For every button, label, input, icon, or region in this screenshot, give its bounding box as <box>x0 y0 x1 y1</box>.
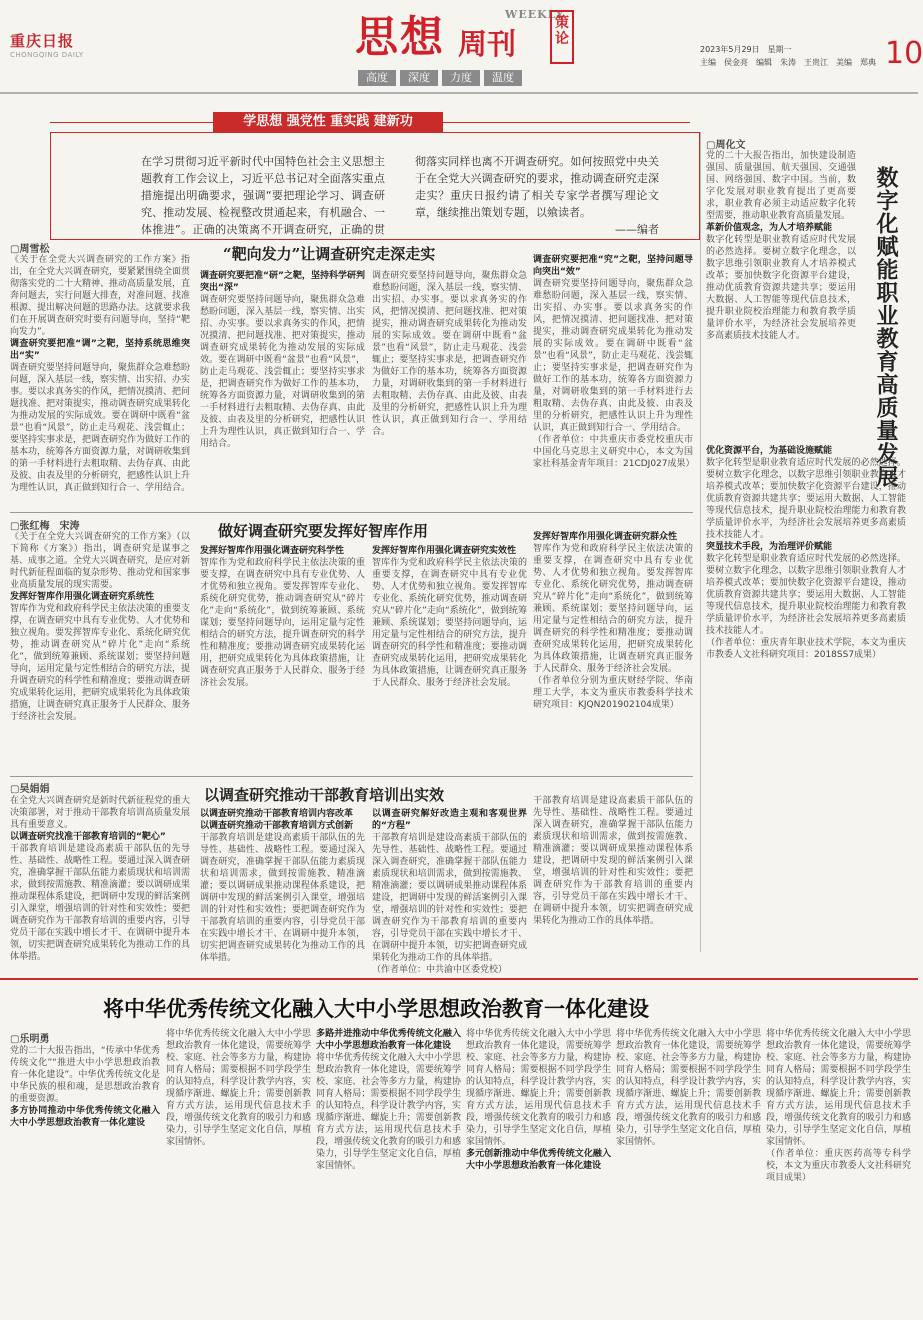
byline-3: ▢吴娟娟 <box>10 784 50 795</box>
side-article-col-1: 党的二十大报告指出，加快建设制造强国、质量强国、航天强国、交通强国、网络强国、数字中国。当前，数字化发展对职业教育提出了更高要求，职业教育必须主动适应数字化转型需要，推动职业教育高质量发展。 革新价值观念，为人才培养赋能 数字化转型是职业教育适应时代发展的必然选择。要树立数字化理念，以数字思维引领职业教育人才培养模式改革；要加快数字化资源平台建设，推动优质教育资源共建共享；要运用大数据、人工智能等现代信息技术，提升职业院校治理能力和教育教学质量评价水平，为经济社会发展培养更多高素质技术技能人才。 <box>706 151 856 341</box>
editor-note-sign: ——编者 <box>615 223 659 236</box>
section-divider <box>10 776 693 777</box>
staff-list: 主编 侯金亮 编辑 朱涛 王贵江 美编 郑典 <box>700 58 876 67</box>
side-article-title: 数字化赋能职业教育高质量发展 <box>873 166 899 488</box>
slogan-banner: 学思想 强党性 重实践 建新功 <box>213 112 443 132</box>
article-2-col-3: 发挥好智库作用强化调查研究实效性 智库作为党和政府科学民主依法决策的重要支撑，在调查研究中具有专业优势、人才优势和独立视角。要发挥智库专业化、系统化研究优势，推动调查研究从“碎片化”走向“系统化”，做到统筹兼顾、系统谋划；要坚持问题导向，运用定量与定性相结合的研究方法，提升调查研究的科学性和精准度；要推动调查研究成果转化运用，把研究成果转化为具体政策措施，让调查研究真正服务于人民群众、服务于经济社会发展。 <box>372 546 527 688</box>
page-number: 10 <box>885 36 923 71</box>
byline-1: ▢周雪松 <box>10 244 50 255</box>
paper-name: 重庆日报 <box>10 32 75 50</box>
article-3-col-1: 在全党大兴调查研究是新时代新征程党的重大决策部署，对于推动干部教育培训高质量发展具有重要意义。 以调查研究找准干部教育培训的“靶心” 干部教育培训是建设高素质干部队伍的先导性、基础性、战略性工程。要通过深入调查研究，准确掌握干部队伍能力素质现状和培训需求，做到按需施教、精准滴灌；要以调研成果推动课程体系建设，把调研中发现的鲜活案例引入课堂，增强培训的针对性和实效性；要把调查研究作为干部教育培训的重要内容，引导党员干部在实践中增长才干、在调研中提升本领，切实把调查研究成果转化为推动工作的具体举措。 <box>10 796 191 962</box>
bottom-article-title: 将中华优秀传统文化融入大中小学思想政治教育一体化建设 <box>103 996 649 1021</box>
article-2-title: 做好调查研究要发挥好智库作用 <box>218 522 429 540</box>
article-3-col-3: 以调查研究解好改造主观和客观世界的“方程” 干部教育培训是建设高素质干部队伍的先导性、基础性、战略性工程。要通过深入调查研究，准确掌握干部队伍能力素质现状和培训需求，做到按需施教、精准滴灌；要以调研成果推动课程体系建设，把调研中发现的鲜活案例引入课堂，增强培训的针对性和实效性；要把调查研究作为干部教育培训的重要内容，引导党员干部在实践中增长才干、在调研中提升本领，切实把调查研究成果转化为推动工作的具体举措。 （作者单位：中共渝中区委党校） <box>372 809 527 975</box>
section-divider <box>0 978 918 980</box>
article-2-col-4: 发挥好智库作用强化调查研究群众性 智库作为党和政府科学民主依法决策的重要支撑，在调查研究中具有专业优势、人才优势和独立视角。要发挥智库专业化、系统化研究优势，推动调查研究从“碎片化”走向“系统化”，做到统筹兼顾、系统谋划；要坚持问题导向，运用定量与定性相结合的研究方法，提升调查研究的科学性和精准度；要推动调查研究成果转化运用，把研究成果转化为具体政策措施，让调查研究真正服务于人民群众、服务于经济社会发展。 （作者单位分别为重庆财经学院、华南理工大学，本文为重庆市教委科学技术研究项目：KJQN201902104成果） <box>533 532 693 710</box>
tag-item: 高度 <box>358 70 396 86</box>
article-3-title: 以调查研究推动干部教育培训出实效 <box>204 786 445 804</box>
article-3-col-2: 以调查研究推动干部教育培训内容改革 以调查研究推动干部教育培训方式创新 干部教育培训是建设高素质干部队伍的先导性、基础性、战略性工程。要通过深入调查研究，准确掌握干部队伍能力素质现状和培训需求，做到按需施教、精准滴灌；要以调研成果推动课程体系建设，把调研中发现的鲜活案例引入课堂，增强培训的针对性和实效性；要把调查研究作为干部教育培训的重要内容，引导党员干部在实践中增长才干、在调研中提升本领，切实把调查研究成果转化为推动工作的具体举措。 <box>200 809 365 963</box>
byline-2: ▢张红梅 宋涛 <box>10 521 80 532</box>
masthead-subtitle: 周刊 <box>458 27 517 61</box>
byline-bottom: ▢乐明勇 <box>10 1034 50 1045</box>
issue-date: 2023年5月29日 星期一 <box>700 45 792 54</box>
masthead-tags <box>358 70 522 86</box>
tag-item: 深度 <box>400 70 438 86</box>
bottom-article-col-6: 将中华优秀传统文化融入大中小学思想政治教育一体化建设，需要统筹学校、家庭、社会等多方力量，构建协同育人格局；需要根据不同学段学生的认知特点，科学设计教学内容，实现循序渐进、螺旋上升；需要创新教育方式方法，运用现代信息技术手段，增强传统文化教育的吸引力和感染力，引导学生坚定文化自信，厚植家国情怀。 （作者单位：重庆医药高等专科学校，本文为重庆市教委人文社科研究项目成果） <box>766 1029 911 1183</box>
bottom-article-col-2: 将中华优秀传统文化融入大中小学思想政治教育一体化建设，需要统筹学校、家庭、社会等多方力量，构建协同育人格局；需要根据不同学段学生的认知特点，科学设计教学内容，实现循序渐进、螺旋上升；需要创新教育方式方法，运用现代信息技术手段，增强传统文化教育的吸引力和感染力，引导学生坚定文化自信，厚植家国情怀。 <box>166 1029 311 1147</box>
paper-subname: CHONGQING DAILY <box>10 51 84 59</box>
column-seal: 策论 <box>550 10 574 64</box>
article-1-col-4: 调查研究要把准“究”之靶，坚持问题导向突出“效” 调查研究要坚持问题导向，聚焦群众急难愁盼问题，深入基层一线，察实情、出实招、办实事。要以求真务实的作风，把情况摸清、把问题找准、把对策提实，推动调查研究成果转化为推动发展的实际成效。要在调研中既看“盆景”也看“风景”，防止走马观花、浅尝辄止；要坚持实事求是，把调查研究作为做好工作的基本功，统筹各方面资源力量，对调研收集到的第一手材料进行去粗取精、去伪存真、由此及彼、由表及里的分析研究，把感性认识上升为理性认识，真正做到知行合一、学用结合。 （作者单位：中共重庆市委党校重庆市中国化马克思主义研究中心，本文为国家社科基金青年项目：21CDJ027成果） <box>533 255 695 469</box>
side-article-col-2: 优化资源平台，为基础设施赋能 数字化转型是职业教育适应时代发展的必然选择。要树立数字化理念，以数字思维引领职业教育人才培养模式改革；要加快数字化资源平台建设，推动优质教育资源共建共享；要运用大数据、人工智能等现代信息技术，提升职业院校治理能力和教育教学质量评价水平，为经济社会发展培养更多高素质技术技能人才。 突显技术手段，为治理评价赋能 数字化转型是职业教育适应时代发展的必然选择。要树立数字化理念，以数字思维引领职业教育人才培养模式改革；要加快数字化资源平台建设，推动优质教育资源共建共享；要运用大数据、人工智能等现代信息技术，提升职业院校治理能力和教育教学质量评价水平，为经济社会发展培养更多高素质技术技能人才。 （作者单位：重庆青年职业技术学院，本文为重庆市教委人文社科研究项目：2018SS7成果） <box>706 446 906 660</box>
article-3-col-4: 干部教育培训是建设高素质干部队伍的先导性、基础性、战略性工程。要通过深入调查研究，准确掌握干部队伍能力素质现状和培训需求，做到按需施教、精准滴灌；要以调研成果推动课程体系建设，把调研中发现的鲜活案例引入课堂，增强培训的针对性和实效性；要把调查研究作为干部教育培训的重要内容，引导党员干部在实践中增长才干、在调研中提升本领，切实把调查研究成果转化为推动工作的具体举措。 <box>533 796 693 926</box>
editor-note-text: 在学习贯彻习近平新时代中国特色社会主义思想主题教育工作会议上，习近平总书记对全面落实重点措施提出明确要求，强调“要把理论学习、调查研究、推动发展、检视整改贯通起来，有机融合、一体推进”。正确的决策离不开调查研究，正确的贯彻落实同样也离不开调查研究。如何按照党中央关于在全党大兴调查研究的要求，推动调查研究走深走实？重庆日报约请了相关专家学者撰写理论文章，继续推出策划专题，以飨读者。 <box>141 155 659 236</box>
tag-item: 温度 <box>484 70 522 86</box>
bottom-article-col-5: 将中华优秀传统文化融入大中小学思想政治教育一体化建设，需要统筹学校、家庭、社会等多方力量，构建协同育人格局；需要根据不同学段学生的认知特点，科学设计教学内容，实现循序渐进、螺旋上升；需要创新教育方式方法，运用现代信息技术手段，增强传统文化教育的吸引力和感染力，引导学生坚定文化自信，厚植家国情怀。 <box>616 1029 761 1147</box>
bottom-article-col-3: 多路并进推动中华优秀传统文化融入大中小学思想政治教育一体化建设 将中华优秀传统文化融入大中小学思想政治教育一体化建设，需要统筹学校、家庭、社会等多方力量，构建协同育人格局；需要根据不同学段学生的认知特点，科学设计教学内容，实现循序渐进、螺旋上升；需要创新教育方式方法，运用现代信息技术手段，增强传统文化教育的吸引力和感染力，引导学生坚定文化自信，厚植家国情怀。 <box>316 1029 461 1171</box>
article-1-col-2: 调查研究要把准“研”之靶，坚持科学研判突出“深” 调查研究要坚持问题导向，聚焦群众急难愁盼问题，深入基层一线，察实情、出实招、办实事。要以求真务实的作风，把情况摸清、把问题找准、把对策提实，推动调查研究成果转化为推动发展的实际成效。要在调研中既看“盆景”也看“风景”，防止走马观花、浅尝辄止；要坚持实事求是，把调查研究作为做好工作的基本功，统筹各方面资源力量，对调研收集到的第一手材料进行去粗取精、去伪存真、由此及彼、由表及里的分析研究，把感性认识上升为理性认识，真正做到知行合一、学用结合。 <box>200 271 365 449</box>
masthead-divider <box>0 92 918 94</box>
editor-note-box <box>50 132 700 240</box>
byline-side: ▢周化文 <box>706 140 746 151</box>
bottom-article-col-1: 党的二十大报告指出，“传承中华优秀传统文化”“推进大中小学思想政治教育一体化建设”。中华优秀传统文化是中华民族的根和魂，是思想政治教育的重要资源。 多方协同推动中华优秀传统文化融入大中小学思想政治教育一体化建设 <box>10 1046 160 1128</box>
tag-item: 力度 <box>442 70 480 86</box>
column-divider <box>700 132 701 952</box>
article-2-col-2: 发挥好智库作用强化调查研究科学性 智库作为党和政府科学民主依法决策的重要支撑，在调查研究中具有专业优势、人才优势和独立视角。要发挥智库专业化、系统化研究优势，推动调查研究从“碎片化”走向“系统化”，做到统筹兼顾、系统谋划；要坚持问题导向，运用定量与定性相结合的研究方法，提升调查研究的科学性和精准度；要推动调查研究成果转化运用，把研究成果转化为具体政策措施，让调查研究真正服务于人民群众、服务于经济社会发展。 <box>200 546 365 688</box>
masthead-title: 思想 <box>355 13 445 63</box>
bottom-article-col-4: 将中华优秀传统文化融入大中小学思想政治教育一体化建设，需要统筹学校、家庭、社会等多方力量，构建协同育人格局；需要根据不同学段学生的认知特点，科学设计教学内容，实现循序渐进、螺旋上升；需要创新教育方式方法，运用现代信息技术手段，增强传统文化教育的吸引力和感染力，引导学生坚定文化自信，厚植家国情怀。 多元创新推动中华优秀传统文化融入大中小学思想政治教育一体化建设 <box>466 1029 611 1171</box>
weekly-label: WEEKLY <box>505 8 565 21</box>
article-1-col-3: 调查研究要坚持问题导向，聚焦群众急难愁盼问题，深入基层一线，察实情、出实招、办实事。要以求真务实的作风，把情况摸清、把问题找准、把对策提实，推动调查研究成果转化为推动发展的实际成效。要在调研中既看“盆景”也看“风景”，防止走马观花、浅尝辄止；要坚持实事求是，把调查研究作为做好工作的基本功，统筹各方面资源力量，对调研收集到的第一手材料进行去粗取精、去伪存真、由此及彼、由表及里的分析研究，把感性认识上升为理性认识，真正做到知行合一、学用结合。 <box>372 271 527 437</box>
article-1-col-1: 《关于在全党大兴调查研究的工作方案》指出，在全党大兴调查研究，要紧紧围绕全面贯彻落实党的二十大精神、推动高质量发展，直奔问题去，实行问题大排查，对准问题、找准根源、提出解决问题的思路办法。这就要求我们在开展调查研究时要有问题导向，坚持“靶向发力”。 调查研究要把准“调”之靶，坚持系统思维突出“实” 调查研究要坚持问题导向，聚焦群众急难愁盼问题，深入基层一线，察实情、出实招、办实事。要以求真务实的作风，把情况摸清、把问题找准、把对策提实，推动调查研究成果转化为推动发展的实际成效。要在调研中既看“盆景”也看“风景”，防止走马观花、浅尝辄止；要坚持实事求是，把调查研究作为做好工作的基本功，统筹各方面资源力量，对调研收集到的第一手材料进行去粗取精、去伪存真、由此及彼、由表及里的分析研究，把感性认识上升为理性认识，真正做到知行合一、学用结合。 <box>10 255 191 493</box>
section-divider <box>10 512 693 513</box>
article-2-col-1: 《关于在全党大兴调查研究的工作方案》（以下简称《方案》）指出，调查研究是谋事之基、成事之道。全党大兴调查研究，是应对新时代新征程面临的复杂形势、推动党和国家事业高质量发展的现实需要。 发挥好智库作用强化调查研究系统性 智库作为党和政府科学民主依法决策的重要支撑，在调查研究中具有专业优势、人才优势和独立视角。要发挥智库专业化、系统化研究优势，推动调查研究从“碎片化”走向“系统化”，做到统筹兼顾、系统谋划；要坚持问题导向，运用定量与定性相结合的研究方法，提升调查研究的科学性和精准度；要推动调查研究成果转化运用，把研究成果转化为具体政策措施，让调查研究真正服务于人民群众、服务于经济社会发展。 <box>10 532 191 722</box>
article-1-title: “靶向发力”让调查研究走深走实 <box>223 245 436 263</box>
